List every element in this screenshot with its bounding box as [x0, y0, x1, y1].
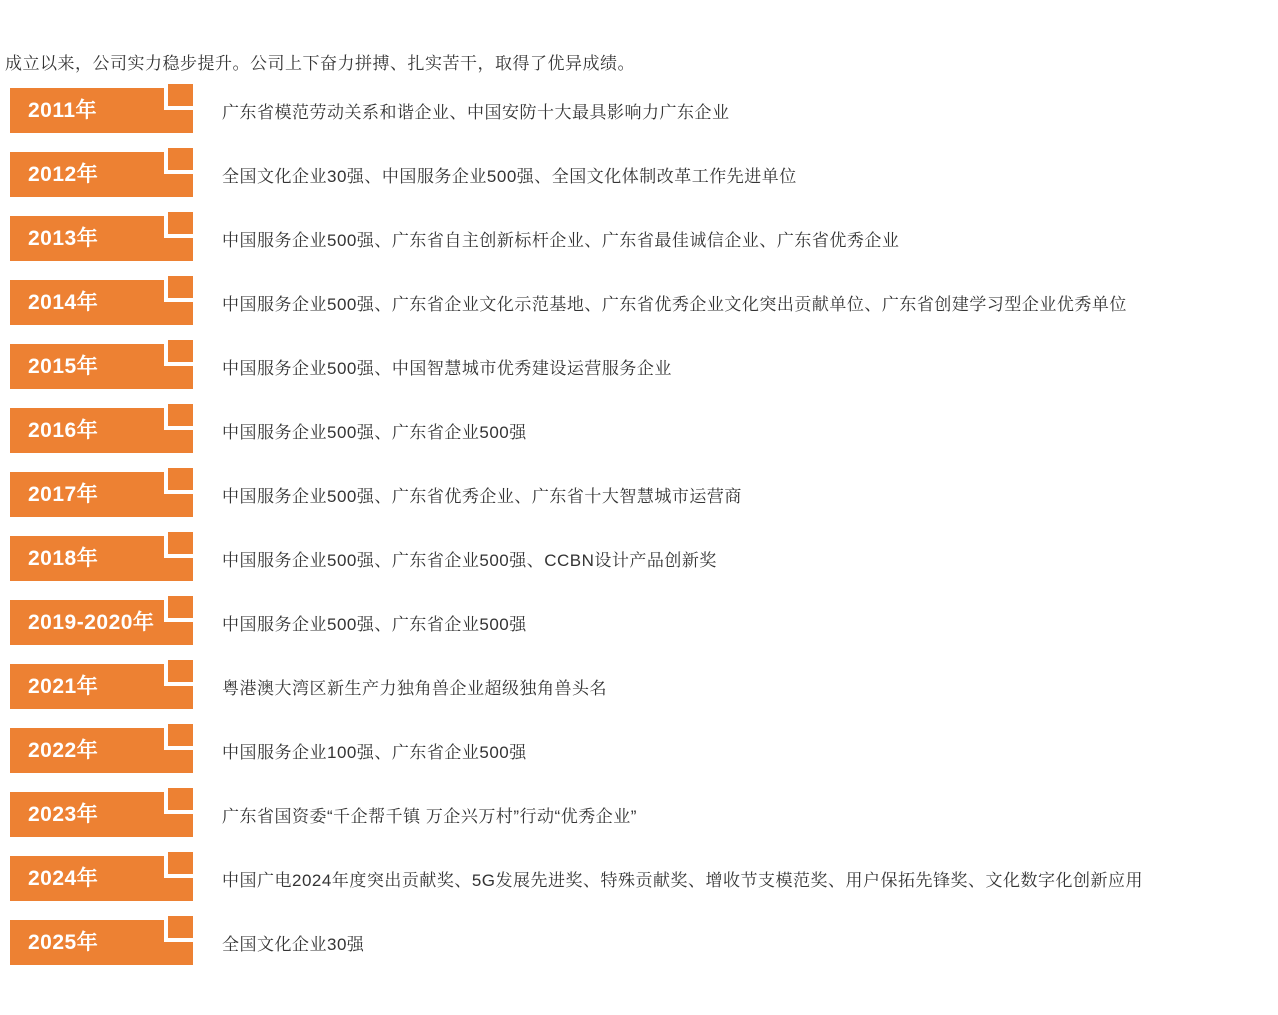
year-badge: [10, 664, 193, 709]
badge-corner-decoration: [164, 148, 193, 174]
awards-text: 中国服务企业500强、中国智慧城市优秀建设运营服务企业: [222, 359, 672, 378]
badge-corner-decoration: [164, 404, 193, 430]
badge-corner-decoration: [164, 84, 193, 110]
intro-text: 成立以来，公司实力稳步提升。公司上下奋力拼搏、扎实苦干，取得了优异成绩。: [5, 54, 635, 73]
year-label: 2024年: [28, 867, 99, 890]
awards-text: 中国服务企业500强、广东省企业500强、CCBN设计产品创新奖: [222, 551, 717, 570]
timeline-row: [10, 856, 1278, 901]
awards-text: 全国文化企业30强、中国服务企业500强、全国文化体制改革工作先进单位: [222, 167, 797, 186]
timeline-row: [10, 728, 1278, 773]
badge-corner-decoration: [164, 276, 193, 302]
badge-corner-decoration: [164, 916, 193, 942]
year-label: 2013年: [28, 227, 99, 250]
year-badge: [10, 152, 193, 197]
awards-text: 广东省国资委“千企帮千镇 万企兴万村”行动“优秀企业”: [222, 807, 637, 826]
year-badge: [10, 280, 193, 325]
badge-corner-decoration: [164, 212, 193, 238]
year-badge: [10, 792, 193, 837]
badge-corner-decoration: [164, 724, 193, 750]
year-badge: [10, 216, 193, 261]
year-badge: [10, 600, 193, 645]
year-label: 2016年: [28, 419, 99, 442]
year-badge: [10, 472, 193, 517]
badge-corner-decoration: [164, 660, 193, 686]
badge-corner-decoration: [164, 852, 193, 878]
year-label: 2017年: [28, 483, 99, 506]
year-label: 2012年: [28, 163, 99, 186]
year-badge: [10, 536, 193, 581]
badge-corner-decoration: [164, 340, 193, 366]
timeline-row: [10, 600, 1278, 645]
awards-text: 粤港澳大湾区新生产力独角兽企业超级独角兽头名: [222, 679, 607, 698]
year-badge: [10, 408, 193, 453]
year-badge: [10, 728, 193, 773]
awards-text: 中国服务企业100强、广东省企业500强: [222, 743, 527, 762]
timeline-row: [10, 88, 1278, 133]
badge-corner-decoration: [164, 468, 193, 494]
timeline-row: [10, 216, 1278, 261]
year-label: 2019-2020年: [28, 611, 155, 634]
awards-text: 中国服务企业500强、广东省自主创新标杆企业、广东省最佳诚信企业、广东省优秀企业: [222, 231, 900, 250]
year-badge: [10, 344, 193, 389]
awards-text: 中国服务企业500强、广东省企业500强: [222, 423, 527, 442]
year-label: 2025年: [28, 931, 99, 954]
year-label: 2022年: [28, 739, 99, 762]
timeline-row: [10, 280, 1278, 325]
year-label: 2014年: [28, 291, 99, 314]
year-badge: [10, 88, 193, 133]
timeline: [10, 88, 1278, 984]
timeline-row: [10, 920, 1278, 965]
year-badge: [10, 920, 193, 965]
timeline-row: [10, 152, 1278, 197]
year-label: 2018年: [28, 547, 99, 570]
year-label: 2011年: [28, 99, 98, 122]
badge-corner-decoration: [164, 532, 193, 558]
awards-text: 中国服务企业500强、广东省企业文化示范基地、广东省优秀企业文化突出贡献单位、广东省创建学习型企业优秀单位: [222, 295, 1127, 314]
year-badge: [10, 856, 193, 901]
timeline-row: [10, 792, 1278, 837]
badge-corner-decoration: [164, 596, 193, 622]
awards-text: 全国文化企业30强: [222, 935, 365, 954]
awards-text: 广东省模范劳动关系和谐企业、中国安防十大最具影响力广东企业: [222, 103, 730, 122]
awards-text: 中国广电2024年度突出贡献奖、5G发展先进奖、特殊贡献奖、增收节支模范奖、用户保拓先锋奖、文化数字化创新应用: [222, 871, 1143, 890]
badge-corner-decoration: [164, 788, 193, 814]
timeline-row: [10, 344, 1278, 389]
year-label: 2015年: [28, 355, 99, 378]
timeline-row: [10, 664, 1278, 709]
timeline-row: [10, 408, 1278, 453]
timeline-row: [10, 536, 1278, 581]
awards-text: 中国服务企业500强、广东省优秀企业、广东省十大智慧城市运营商: [222, 487, 742, 506]
year-label: 2021年: [28, 675, 99, 698]
awards-text: 中国服务企业500强、广东省企业500强: [222, 615, 527, 634]
timeline-row: [10, 472, 1278, 517]
year-label: 2023年: [28, 803, 99, 826]
